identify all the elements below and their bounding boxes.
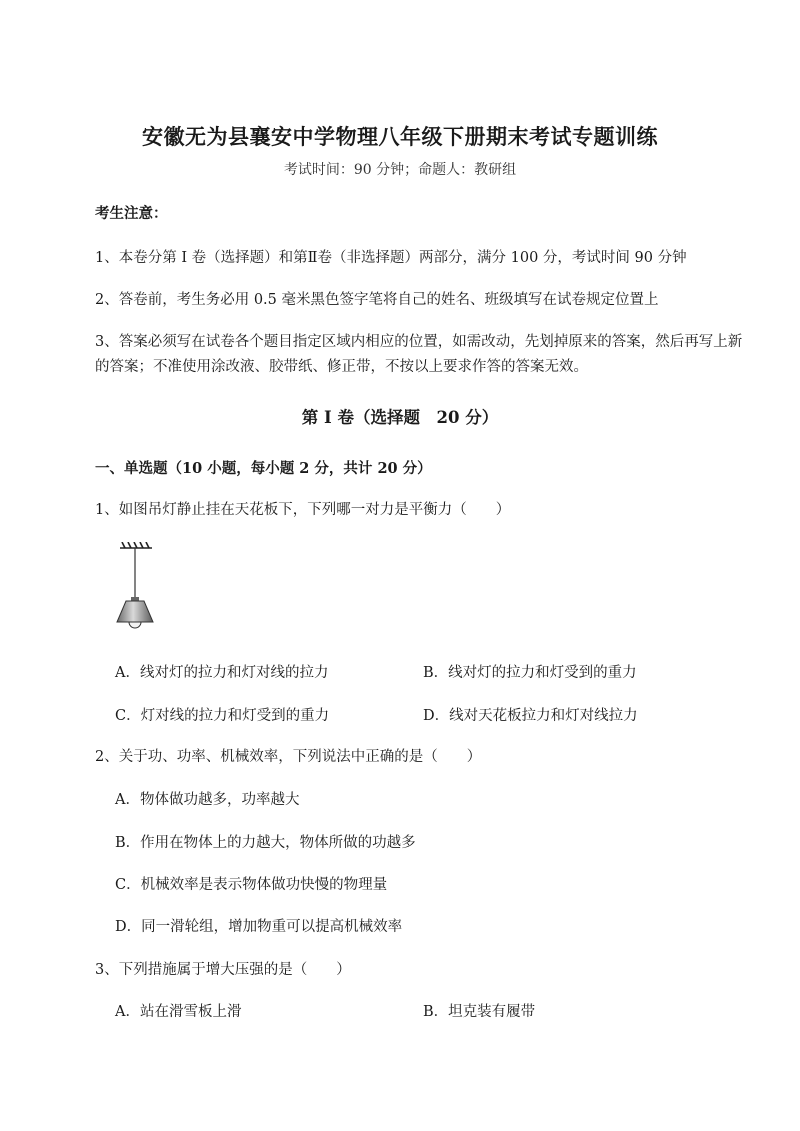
question-3-option-a: A．站在滑雪板上滑 bbox=[115, 1004, 242, 1020]
notice-item-2: 2、答卷前，考生务必用 0.5 毫米黑色签字笔将自己的姓名、班级填写在试卷规定位置上 bbox=[95, 292, 659, 308]
lamp-socket bbox=[131, 597, 139, 601]
question-2-option-a: A．物体做功越多，功率越大 bbox=[115, 792, 300, 808]
notice-item-1: 1、本卷分第 I 卷（选择题）和第Ⅱ卷（非选择题）两部分，满分 100 分，考试时间 90 分钟 bbox=[95, 250, 687, 266]
question-1-option-d: D．线对天花板拉力和灯对线拉力 bbox=[423, 708, 638, 724]
notice-item-3: 3、答案必须写在试卷各个题目指定区域内相应的位置，如需改动，先划掉原来的答案，然后再写上新 bbox=[95, 334, 743, 350]
question-2-option-b: B．作用在物体上的力越大，物体所做的功越多 bbox=[115, 835, 416, 851]
question-3-option-b: B．坦克装有履带 bbox=[423, 1004, 536, 1020]
question-1-option-a: A．线对灯的拉力和灯对线的拉力 bbox=[115, 665, 329, 681]
question-2-option-d: D．同一滑轮组，增加物重可以提高机械效率 bbox=[115, 919, 403, 935]
notice-item-3-continued: 的答案；不准使用涂改液、胶带纸、修正带，不按以上要求作答的答案无效。 bbox=[95, 359, 588, 375]
question-1-stem: 1、如图吊灯静止挂在天花板下，下列哪一对力是平衡力（ ） bbox=[95, 502, 511, 518]
question-2-stem: 2、关于功、功率、机械效率，下列说法中正确的是（ ） bbox=[95, 749, 482, 765]
question-1-option-b: B．线对灯的拉力和灯受到的重力 bbox=[423, 665, 637, 681]
question-2-option-c: C．机械效率是表示物体做功快慢的物理量 bbox=[115, 877, 388, 893]
exam-subtitle: 考试时间：90 分钟；命题人：教研组 bbox=[283, 162, 517, 178]
lamp-shade bbox=[117, 601, 153, 622]
lamp-bulb bbox=[129, 622, 141, 628]
notice-heading: 考生注意： bbox=[95, 205, 168, 222]
section-title: 第 I 卷（选择题 20 分） bbox=[301, 408, 499, 427]
question-3-stem: 3、下列措施属于增大压强的是（ ） bbox=[95, 962, 351, 978]
ceiling-hatch bbox=[120, 542, 152, 548]
pendant-lamp-figure bbox=[112, 542, 158, 634]
part-heading: 一、单选题（10 小题，每小题 2 分，共计 20 分） bbox=[95, 460, 432, 477]
question-1-option-c: C．灯对线的拉力和灯受到的重力 bbox=[115, 708, 330, 724]
exam-title: 安徽无为县襄安中学物理八年级下册期末考试专题训练 bbox=[142, 124, 658, 149]
